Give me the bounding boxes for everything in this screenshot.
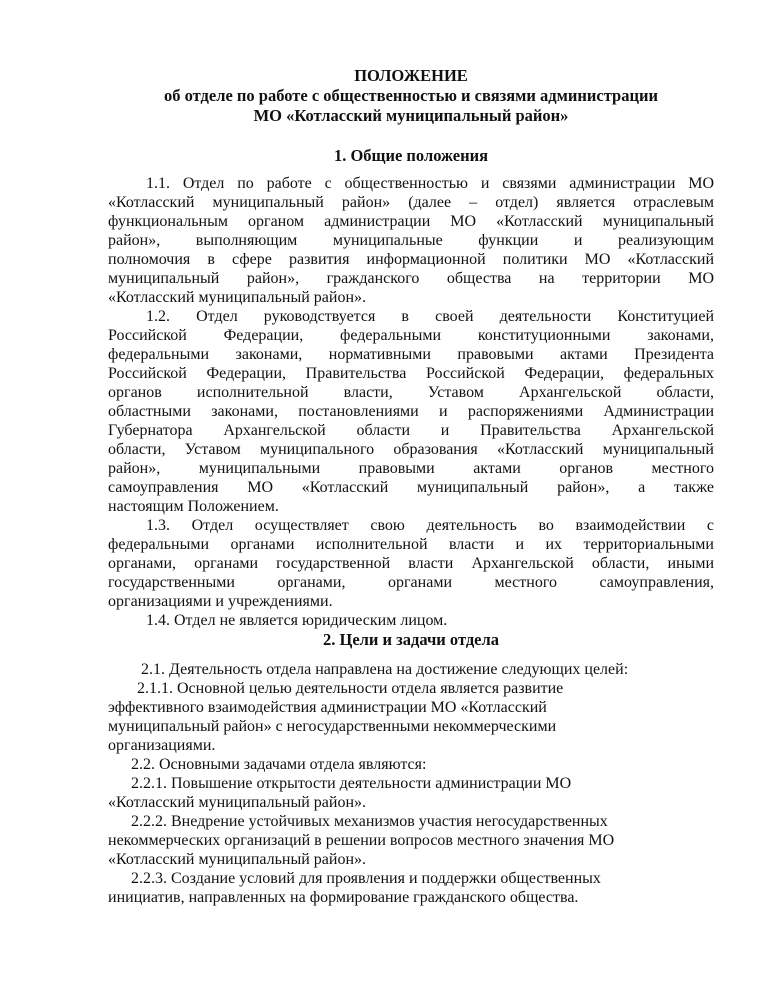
section-heading: 1. Общие положения [333,146,489,165]
document-subtitle: МО «Котласский муниципальный район» [253,106,569,125]
text-line: муниципальный район», гражданского общества на территории МО [108,270,714,287]
paragraph-1-4: 1.4. Отдел не является юридическим лицом. [146,612,448,629]
paragraph-2-2: 2.2. Основными задачами отдела являются: [131,756,427,773]
text-line: области, Уставом муниципального образования «Котласский муниципальный [108,441,714,458]
text-line: 1.3. Отдел осуществляет свою деятельность во взаимодействии с [146,517,714,534]
text-line: 2.1.1. Основной целью деятельности отдела является развитие [137,680,564,697]
text-line: областными законами, постановлениями и распоряжениями Администрации [108,403,714,420]
text-line: Российской Федерации, Правительства Российской Федерации, федеральных [108,365,714,382]
paragraph-2-1: 2.1. Деятельность отдела направлена на достижение следующих целей: [141,661,629,678]
text-line: Губернатора Архангельской области и Правительства Архангельской [108,422,714,439]
text-line: эффективного взаимодействия администрации МО «Котласский [108,699,547,716]
text-line: организациями. [108,737,216,754]
text-line: Российской Федерации, федеральными конституционными законами, [108,327,714,344]
text-line: инициатив, направленных на формирование гражданского общества. [108,889,579,906]
text-line: организациями и учреждениями. [108,593,333,610]
paragraph-2-2-2 [108,812,714,869]
text-line: 1.1. Отдел по работе с общественностью и связями администрации МО [146,175,714,192]
text-line: «Котласский муниципальный район» (далее – отдел) является отраслевым [108,194,714,211]
document-title: ПОЛОЖЕНИЕ [354,66,468,85]
text-line: «Котласский муниципальный район». [108,289,367,306]
paragraph-2-1-1 [108,679,714,755]
text-line: район», муниципальными правовыми актами органов местного [108,460,714,477]
section-heading: 2. Цели и задачи отдела [322,630,500,649]
paragraph-1-1 [108,174,714,307]
paragraph-2-2-1 [108,774,714,812]
text-line: федеральными законами, нормативными правовыми актами Президента [108,346,714,363]
text-line: органами, органами государственной власти Архангельской области, иными [108,555,714,572]
text-line: государственными органами, органами местного самоуправления, [108,574,714,591]
text-line: «Котласский муниципальный район». [108,794,367,811]
text-line: муниципальный район» с негосударственными некоммерческими [108,718,557,735]
text-line: некоммерческих организаций в решении вопросов местного значения МО [108,832,615,849]
text-line: район», выполняющим муниципальные функции и реализующим [108,232,714,249]
text-line: настоящим Положением. [108,498,279,515]
text-line: функциональным органом администрации МО «Котласский муниципальный [108,213,714,230]
text-line: 2.2.2. Внедрение устойчивых механизмов участия негосударственных [131,813,608,830]
text-line: полномочия в сфере развития информационной политики МО «Котласский [108,251,714,268]
document-page [108,66,714,907]
text-line: 2.2.3. Создание условий для проявления и поддержки общественных [131,870,601,887]
text-line: 1.2. Отдел руководствуется в своей деятельности Конституцией [146,308,714,325]
text-line: «Котласский муниципальный район». [108,851,367,868]
document-subtitle: об отделе по работе с общественностью и связями администрации [163,86,658,105]
paragraph-2-2-3 [108,869,714,907]
text-line: 2.2.1. Повышение открытости деятельности администрации МО [131,775,572,792]
text-line: федеральными органами исполнительной власти и их территориальными [108,536,714,553]
text-line: органов исполнительной власти, Уставом Архангельской области, [108,384,714,401]
paragraph-1-3 [108,516,714,611]
text-line: самоуправления МО «Котласский муниципальный район», а также [108,479,714,496]
paragraph-1-2 [108,307,714,516]
